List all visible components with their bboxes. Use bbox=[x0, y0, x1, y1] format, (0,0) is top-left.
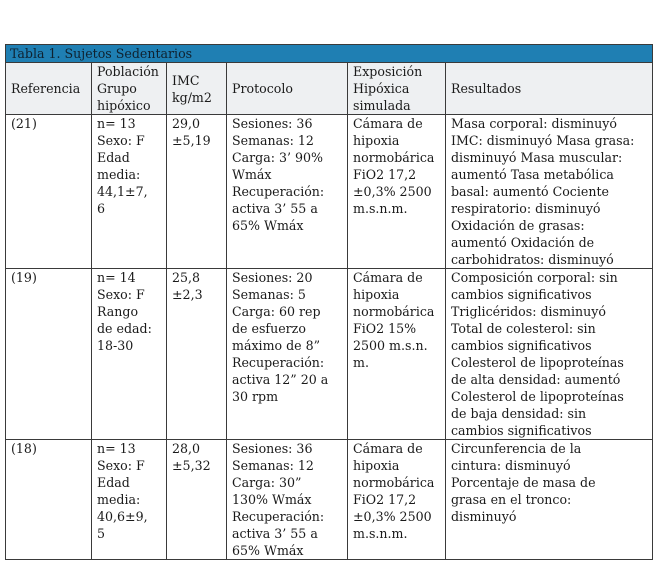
table-container bbox=[5, 44, 652, 560]
header-row bbox=[6, 63, 653, 115]
cell-protocolo: Sesiones: 36 Semanas: 12 Carga: 30” 130% Wmáx Recuperación: activa 3’ 55 a 65% Wmáx bbox=[227, 440, 348, 560]
header-imc: IMC kg/m2 bbox=[167, 63, 227, 115]
table-row bbox=[6, 269, 653, 440]
cell-referencia: (21) bbox=[6, 115, 92, 269]
header-poblacion: Población Grupo hipóxico bbox=[92, 63, 167, 115]
cell-exposicion: Cámara de hipoxia normobárica FiO2 15% 2500 m.s.n. m. bbox=[348, 269, 446, 440]
cell-exposicion: Cámara de hipoxia normobárica FiO2 17,2 ±0,3% 2500 m.s.n.m. bbox=[348, 115, 446, 269]
cell-poblacion: n= 14 Sexo: F Rango de edad: 18-30 bbox=[92, 269, 167, 440]
cell-resultados: Circunferencia de la cintura: disminuyó Porcentaje de masa de grasa en el tronco: disminuyó bbox=[446, 440, 653, 560]
cell-resultados: Composición corporal: sin cambios significativos Triglicéridos: disminuyó Total de colesterol: sin cambios significativos Colesterol de lipoproteínas de alta densidad: aumentó Colesterol de lipoproteínas de baja densidad: sin cambios significativos bbox=[446, 269, 653, 440]
cell-resultados: Masa corporal: disminuyó IMC: disminuyó Masa grasa: disminuyó Masa muscular: aumentó Tasa metabólica basal: aumentó Cociente respiratorio: disminuyó Oxidación de grasas: aumentó Oxidación de carbohidratos: disminuyó bbox=[446, 115, 653, 269]
cell-referencia: (19) bbox=[6, 269, 92, 440]
cell-imc: 25,8 ±2,3 bbox=[167, 269, 227, 440]
cell-protocolo: Sesiones: 20 Semanas: 5 Carga: 60 rep de esfuerzo máximo de 8” Recuperación: activa 12” 20 a 30 rpm bbox=[227, 269, 348, 440]
cell-poblacion: n= 13 Sexo: F Edad media: 40,6±9, 5 bbox=[92, 440, 167, 560]
header-protocolo: Protocolo bbox=[227, 63, 348, 115]
cell-exposicion: Cámara de hipoxia normobárica FiO2 17,2 ±0,3% 2500 m.s.n.m. bbox=[348, 440, 446, 560]
table-caption-row bbox=[6, 45, 653, 63]
table-caption: Tabla 1. Sujetos Sedentarios bbox=[6, 45, 653, 63]
header-exposicion: Exposición Hipóxica simulada bbox=[348, 63, 446, 115]
header-referencia: Referencia bbox=[6, 63, 92, 115]
cell-imc: 29,0 ±5,19 bbox=[167, 115, 227, 269]
sedentary-subjects-table bbox=[5, 44, 653, 560]
cell-protocolo: Sesiones: 36 Semanas: 12 Carga: 3’ 90% Wmáx Recuperación: activa 3’ 55 a 65% Wmáx bbox=[227, 115, 348, 269]
cell-poblacion: n= 13 Sexo: F Edad media: 44,1±7, 6 bbox=[92, 115, 167, 269]
cell-imc: 28,0 ±5,32 bbox=[167, 440, 227, 560]
cell-referencia: (18) bbox=[6, 440, 92, 560]
header-resultados: Resultados bbox=[446, 63, 653, 115]
table-row bbox=[6, 440, 653, 560]
table-row bbox=[6, 115, 653, 269]
